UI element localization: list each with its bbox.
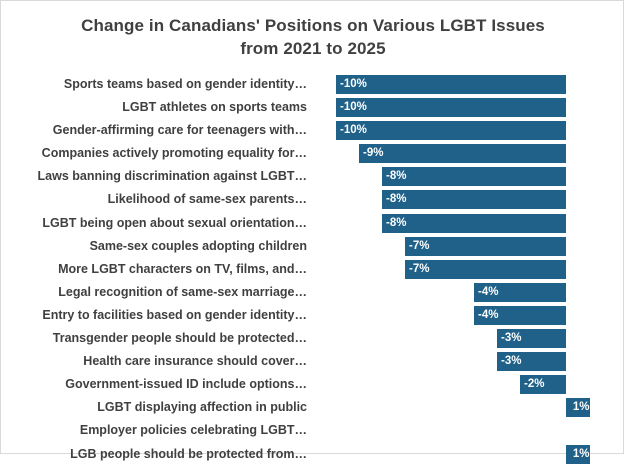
bar-value-label: -3% xyxy=(501,355,522,368)
bar-track xyxy=(313,443,613,466)
bar-value-label: -8% xyxy=(386,170,407,183)
bar-value-label: -10% xyxy=(340,101,367,114)
category-label: Companies actively promoting equality for… xyxy=(41,146,307,161)
category-label: More LGBT characters on TV, films, and… xyxy=(58,261,307,276)
category-label: Entry to facilities based on gender identity… xyxy=(42,307,307,322)
bar-track xyxy=(313,235,613,258)
category-label: LGBT athletes on sports teams xyxy=(122,100,307,115)
bar-value-label: -7% xyxy=(409,262,430,275)
chart-bar-row xyxy=(13,119,613,142)
category-label: Laws banning discrimination against LGBT… xyxy=(37,169,307,184)
plot-area xyxy=(13,73,613,461)
chart-bar-row xyxy=(13,396,613,419)
chart-bar-row xyxy=(13,188,613,211)
chart-bar-row xyxy=(13,304,613,327)
category-label: LGBT being open about sexual orientation… xyxy=(42,215,307,230)
bar-value-label: -8% xyxy=(386,216,407,229)
bar-track xyxy=(313,258,613,281)
bar-value-label: -3% xyxy=(501,332,522,345)
bar-value-label: -9% xyxy=(363,147,384,160)
category-label: Same-sex couples adopting children xyxy=(89,238,307,253)
category-label: LGBT displaying affection in public xyxy=(97,400,307,415)
chart-bar-row xyxy=(13,327,613,350)
bar-value-label: 1% xyxy=(572,447,590,460)
category-label: Sports teams based on gender identity… xyxy=(63,77,307,91)
bar-value-label: 1% xyxy=(572,401,590,414)
bar-track xyxy=(313,96,613,119)
bar-value-label: -10% xyxy=(340,124,367,137)
bar-track xyxy=(313,165,613,188)
chart-bar-row xyxy=(13,443,613,466)
chart-bar-row xyxy=(13,373,613,396)
category-label: Employer policies celebrating LGBT… xyxy=(79,423,307,438)
bar-track xyxy=(313,188,613,211)
chart-bar-row xyxy=(13,281,613,304)
bar-value-label: -10% xyxy=(340,78,367,90)
bar-track xyxy=(313,73,613,96)
chart-bar-row xyxy=(13,350,613,373)
bar-value-label: -7% xyxy=(409,239,430,252)
category-label: Legal recognition of same-sex marriage… xyxy=(58,284,307,299)
chart-title: Change in Canadians' Positions on Various LGBT Issues from 2021 to 2025 xyxy=(81,16,545,58)
chart-bar-row xyxy=(13,212,613,235)
bar-track xyxy=(313,142,613,165)
chart-bar-row xyxy=(13,96,613,119)
bar-value-label: -2% xyxy=(524,378,545,391)
chart-bar-row xyxy=(13,142,613,165)
bar-track xyxy=(313,212,613,235)
chart-bar-row xyxy=(13,73,613,96)
chart-bar-row xyxy=(13,419,613,442)
bar-track xyxy=(313,304,613,327)
chart-bar-row xyxy=(13,165,613,188)
bar-track xyxy=(313,327,613,350)
category-label: Transgender people should be protected… xyxy=(52,331,307,346)
category-label: LGB people should be protected from… xyxy=(70,446,307,461)
category-label: Government-issued ID include options… xyxy=(65,377,307,392)
bar-value-label: -4% xyxy=(478,285,499,298)
bar-track xyxy=(313,350,613,373)
bar-track xyxy=(313,373,613,396)
bar-value-label: -8% xyxy=(386,193,407,206)
bar-track xyxy=(313,419,613,442)
chart-bar-row xyxy=(13,258,613,281)
category-label: Health care insurance should cover… xyxy=(83,354,307,369)
category-label: Gender-affirming care for teenagers with… xyxy=(52,123,307,138)
chart-bar-row xyxy=(13,235,613,258)
category-label: Likelihood of same-sex parents… xyxy=(107,192,307,207)
bar-track xyxy=(313,119,613,142)
bar-track xyxy=(313,281,613,304)
bar-track xyxy=(313,396,613,419)
bar-value-label: -4% xyxy=(478,308,499,321)
